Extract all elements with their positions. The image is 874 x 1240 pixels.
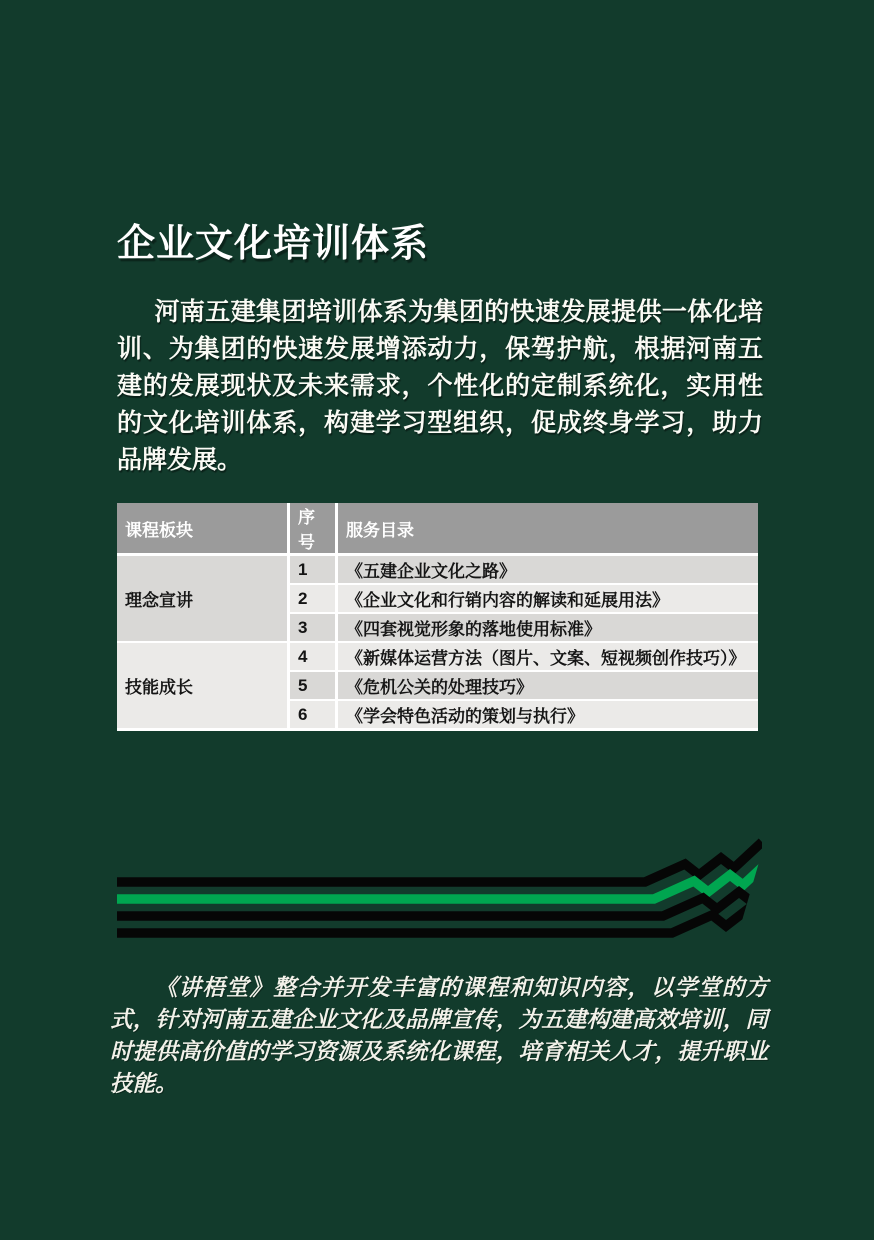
- table-header-row: [117, 503, 758, 556]
- intro-paragraph: 河南五建集团培训体系为集团的快速发展提供一体化培训、为集团的快速发展增添动力，保驾护航，根据河南五建的发展现状及未来需求，个性化的定制系统化，实用性的文化培训体系，构建学习型组织，促成终身学习，助力品牌发展。: [117, 299, 763, 474]
- zigzag-stripes-graphic: [0, 838, 874, 948]
- number-cell: 1: [287, 556, 335, 585]
- catalog-cell: 《学会特色活动的策划与执行》: [335, 701, 758, 731]
- module-cell: 技能成长: [117, 643, 287, 731]
- table-row: [117, 556, 758, 585]
- catalog-cell: 《新媒体运营方法（图片、文案、短视频创作技巧）》: [335, 643, 758, 672]
- catalog-cell: 《四套视觉形象的落地使用标准》: [335, 614, 758, 643]
- catalog-cell: 《危机公关的处理技巧》: [335, 672, 758, 701]
- column-header-module: 课程板块: [117, 503, 287, 556]
- number-cell: 2: [287, 585, 335, 614]
- stripe-black: [117, 842, 762, 882]
- catalog-cell: 《五建企业文化之路》: [335, 556, 758, 585]
- catalog-cell: 《企业文化和行销内容的解读和延展用法》: [335, 585, 758, 614]
- column-header-catalog: 服务目录: [335, 503, 758, 556]
- number-cell: 3: [287, 614, 335, 643]
- footer-note-paragraph: 《讲梧堂》整合并开发丰富的课程和知识内容，以学堂的方式，针对河南五建企业文化及品牌宣传，为五建构建高效培训，同时提供高价值的学习资源及系统化课程，培育相关人才，提升职业技能。: [110, 975, 768, 1096]
- number-cell: 5: [287, 672, 335, 701]
- page-title: 企业文化培训体系: [117, 223, 430, 265]
- column-header-number: 序号: [287, 503, 335, 556]
- course-table-body: [117, 556, 758, 731]
- table-row: [117, 643, 758, 672]
- course-table: [117, 503, 758, 731]
- number-cell: 4: [287, 643, 335, 672]
- module-cell: 理念宣讲: [117, 556, 287, 643]
- number-cell: 6: [287, 701, 335, 731]
